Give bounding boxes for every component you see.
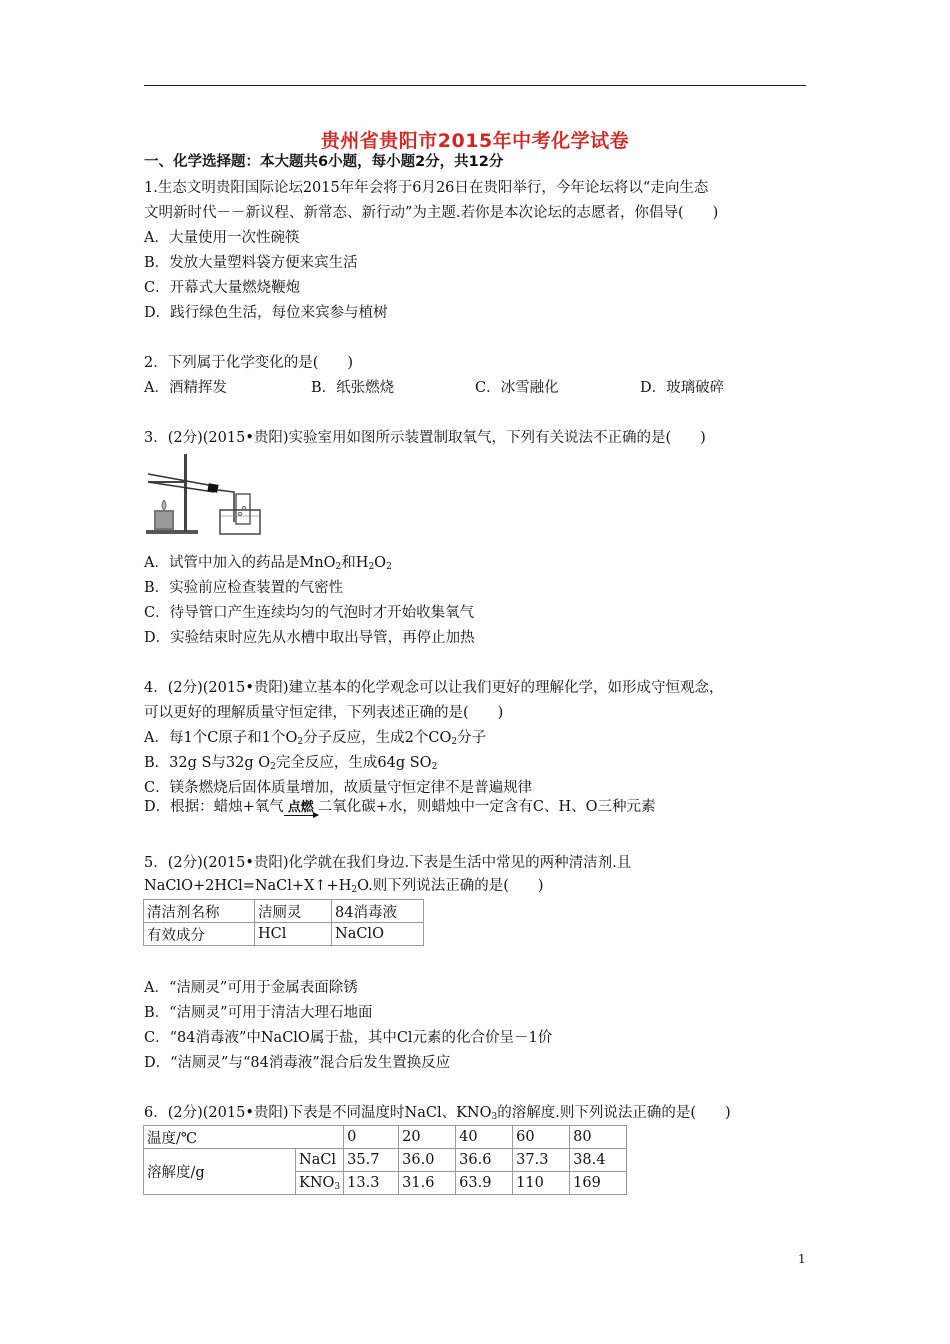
q4-stem-line1: 4．(2分)(2015•贵阳)建立基本的化学观念可以让我们更好的理解化学，如形成守恒观念， <box>144 680 724 696</box>
table-cell: 20 <box>399 1126 456 1149</box>
table-cell: 38.4 <box>570 1149 627 1172</box>
table-row <box>144 1149 627 1172</box>
q5-stem-line1: 5．(2分)(2015•贵阳)化学就在我们身边.下表是生活中常见的两种清洁剂.且 <box>144 855 632 871</box>
q4-stem-line2: 可以更好的理解质量守恒定律，下列表述正确的是( ) <box>144 705 504 721</box>
table-cell: 169 <box>570 1172 627 1195</box>
q1-stem-line2: 文明新时代－－新议程、新常态、新行动”为主题.若你是本次论坛的志愿者，你倡导( ) <box>144 205 719 221</box>
q2-option-a: A．酒精挥发 <box>144 380 227 396</box>
q1-option-b: B．发放大量塑料袋方便来宾生活 <box>144 255 358 271</box>
q4-option-b: B．32g S与32g $O_2$完全反应，生成64g $SO_2$ <box>144 755 438 772</box>
table-cell: 清洁剂名称 <box>144 900 255 923</box>
q3-stem: 3．(2分)(2015•贵阳)实验室用如图所示装置制取氧气，下列有关说法不正确的是( ) <box>144 430 706 446</box>
q4-option-c: C．镁条燃烧后固体质量增加，故质量守恒定律不是普遍规律 <box>144 780 533 796</box>
table-cell: 有效成分 <box>144 923 255 946</box>
q4-option-a: A．每1个C原子和1个$O_2$分子反应，生成2个$CO_2$分子 <box>144 730 487 747</box>
table-cell: 35.7 <box>344 1149 399 1172</box>
table-cell: 84消毒液 <box>332 900 424 923</box>
page-title: 贵州省贵阳市2015年中考化学试卷 <box>320 130 630 152</box>
q2-option-c: C．冰雪融化 <box>475 380 559 396</box>
page-number: 1 <box>798 1252 806 1266</box>
q5-option-d: D．“洁厕灵”与“84消毒液”混合后发生置换反应 <box>144 1055 451 1071</box>
header-rule <box>144 85 806 86</box>
q2-stem: 2．下列属于化学变化的是( ) <box>144 355 354 371</box>
reaction-arrow: 点燃 <box>284 801 318 816</box>
q1-option-d: D．践行绿色生活，每位来宾参与植树 <box>144 305 388 321</box>
oxygen-apparatus-icon <box>144 452 264 536</box>
table-cell: 13.3 <box>344 1172 399 1195</box>
q3-option-c: C．待导管口产生连续均匀的气泡时才开始收集氧气 <box>144 605 475 621</box>
q2-option-b: B．纸张燃烧 <box>311 380 395 396</box>
q3-option-d: D．实验结束时应先从水槽中取出导管，再停止加热 <box>144 630 475 646</box>
table-row <box>144 1126 627 1149</box>
table-cell: 温度/℃ <box>144 1126 344 1149</box>
table-cell: 80 <box>570 1126 627 1149</box>
apparatus-figure <box>144 452 264 540</box>
q5-option-a: A．“洁厕灵”可用于金属表面除锈 <box>144 980 358 996</box>
q2-option-d: D．玻璃破碎 <box>640 380 725 396</box>
table-cell: 洁厕灵 <box>255 900 332 923</box>
table-cell: HCl <box>255 923 332 946</box>
q6-stem: 6．(2分)(2015•贵阳)下表是不同温度时NaCl、$KNO_3$的溶解度.则下列说法正确的是( ) <box>144 1105 731 1122</box>
table-cell: 36.6 <box>456 1149 513 1172</box>
table-cell: 溶解度/g <box>144 1149 296 1195</box>
section-heading: 一、化学选择题：本大题共6小题，每小题2分，共12分 <box>144 154 504 170</box>
table-cell: 60 <box>513 1126 570 1149</box>
solubility-table <box>143 1125 627 1195</box>
table-cell: 40 <box>456 1126 513 1149</box>
q5-stem-line2: $NaClO+2HCl=NaCl+X↑+H_2O$.则下列说法正确的是( ) <box>144 878 544 895</box>
q3-option-b: B．实验前应检查装置的气密性 <box>144 580 344 596</box>
table-row <box>144 900 424 923</box>
table-cell: 63.9 <box>456 1172 513 1195</box>
table-cell: NaCl <box>296 1149 344 1172</box>
q5-option-c: C．“84消毒液”中NaClO属于盐，其中Cl元素的化合价呈－1价 <box>144 1030 553 1046</box>
table-cell: 0 <box>344 1126 399 1149</box>
cleaner-table <box>143 899 424 946</box>
table-cell: 31.6 <box>399 1172 456 1195</box>
q1-stem-line1: 1.生态文明贵阳国际论坛2015年年会将于6月26日在贵阳举行，今年论坛将以“走向生态 <box>144 180 709 196</box>
q5-option-b: B．“洁厕灵”可用于清洁大理石地面 <box>144 1005 373 1021</box>
table-cell: NaClO <box>332 923 424 946</box>
table-cell: $KNO_3$ <box>296 1172 344 1195</box>
table-row <box>144 923 424 946</box>
table-cell: 110 <box>513 1172 570 1195</box>
q1-option-c: C．开幕式大量燃烧鞭炮 <box>144 280 301 296</box>
q3-option-a: A．试管中加入的药品是MnO$_2$和$H_2O_2$ <box>144 555 392 572</box>
q1-option-a: A．大量使用一次性碗筷 <box>144 230 300 246</box>
table-cell: 36.0 <box>399 1149 456 1172</box>
q4-option-d: D．根据：蜡烛+氧气 点燃 二氧化碳+水，则蜡烛中一定含有C、H、O三种元素 <box>144 799 656 815</box>
table-cell: 37.3 <box>513 1149 570 1172</box>
